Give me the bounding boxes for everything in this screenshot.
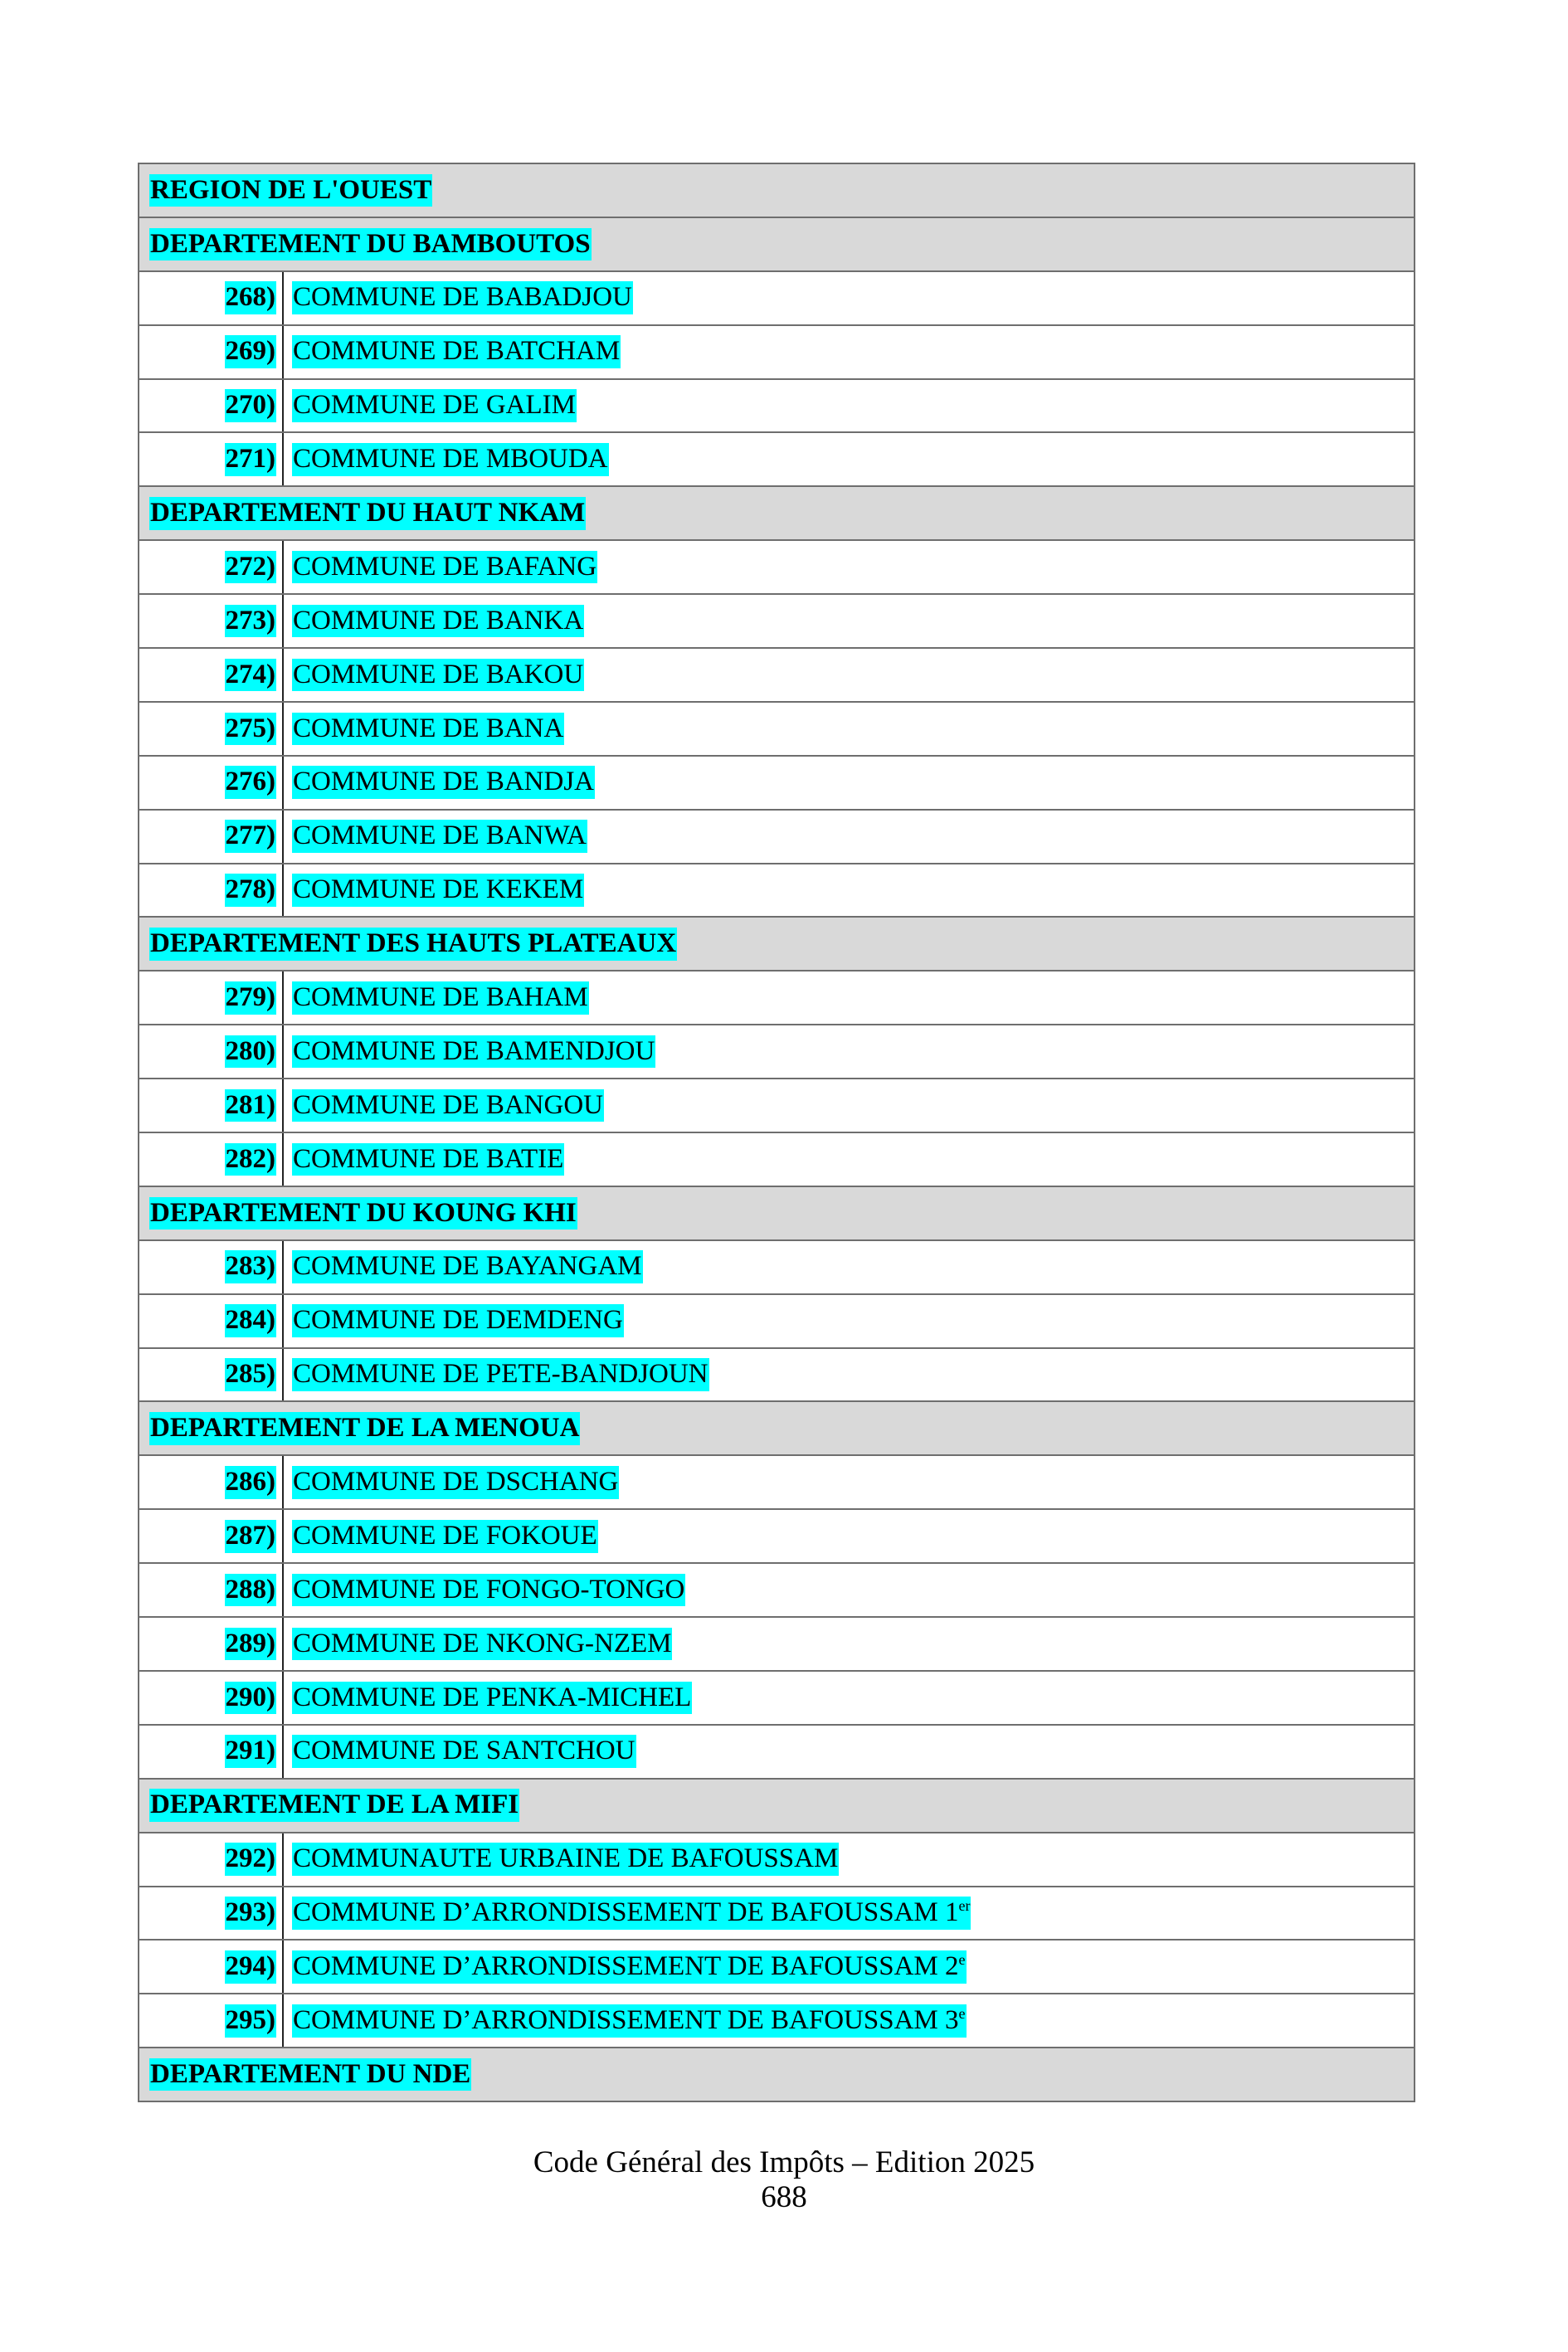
commune-number: 282) [225,1143,277,1176]
commune-name: COMMUNE D’ARRONDISSEMENT DE BAFOUSSAM 2 [293,1951,959,1982]
commune-name-wrap [292,981,589,1015]
commune-row [139,272,1414,326]
commune-row [139,703,1414,757]
commune-name-cell [284,874,584,907]
commune-name: COMMUNE DE BAKOU [293,659,584,689]
commune-name-cell [284,820,587,853]
commune-name-cell [284,713,564,746]
commune-number: 286) [225,1466,277,1499]
commune-number-cell [139,1618,284,1670]
commune-number-cell [139,864,284,917]
commune-name-wrap [292,820,587,853]
commune-number-cell [139,1510,284,1562]
commune-name: COMMUNE DE PETE-BANDJOUN [293,1359,709,1390]
commune-name: COMMUNE D’ARRONDISSEMENT DE BAFOUSSAM 3 [293,2004,959,2035]
commune-name: COMMUNE DE PENKA-MICHEL [293,1682,692,1712]
commune-name-wrap [292,1089,604,1122]
commune-number: 271) [225,443,277,476]
commune-name-wrap [292,766,595,799]
commune-name-cell [284,981,589,1015]
commune-name: COMMUNE DE BATCHAM [293,336,621,367]
commune-name-cell [284,605,584,638]
commune-name-cell [284,1574,685,1607]
commune-number-cell [139,757,284,809]
commune-row [139,1887,1414,1941]
commune-row [139,1726,1414,1780]
department-header-row [139,1780,1414,1833]
commune-number-cell [139,326,284,378]
commune-number: 288) [225,1574,277,1607]
commune-name-wrap [292,1250,643,1283]
commune-row [139,541,1414,595]
commune-name-cell [284,1520,598,1553]
commune-number: 293) [225,1897,277,1930]
commune-name-cell [284,1304,624,1337]
commune-row [139,811,1414,864]
commune-name: COMMUNE DE DSCHANG [293,1467,619,1497]
commune-number: 289) [225,1628,277,1661]
commune-number: 275) [225,713,277,746]
commune-name-cell [284,281,633,314]
commune-number-cell [139,1025,284,1078]
commune-row [139,1994,1414,2048]
commune-row [139,1672,1414,1726]
commune-number: 272) [225,551,277,584]
commune-row [139,595,1414,649]
commune-number-cell [139,1456,284,1508]
commune-number: 269) [225,335,277,368]
commune-name-wrap [292,1897,971,1930]
commune-number: 281) [225,1089,277,1122]
footer-title: Code Général des Impôts – Edition 2025 [533,2145,1035,2179]
commune-number: 285) [225,1358,277,1391]
commune-name-cell [284,1250,643,1283]
commune-name: COMMUNE DE BABADJOU [293,282,632,313]
commune-row [139,1833,1414,1887]
commune-name-wrap [292,1843,839,1876]
commune-name: COMMUNE DE BAMENDJOU [293,1035,655,1066]
page-number: 688 [761,2180,807,2214]
commune-name-cell [284,766,595,799]
commune-name: COMMUNE DE BANGOU [293,1089,604,1120]
commune-number: 278) [225,874,277,907]
commune-row [139,1510,1414,1564]
department-header-row [139,918,1414,971]
commune-row [139,326,1414,380]
ordinal-suffix: er [958,1897,971,1915]
department-label: DEPARTEMENT DU NDE [149,2058,471,2091]
commune-name-wrap [292,659,584,692]
commune-name-cell [284,389,577,422]
department-label: REGION DE L'OUEST [149,174,432,207]
commune-number: 274) [225,659,277,692]
commune-number-cell [139,1726,284,1778]
commune-number-cell [139,1994,284,2047]
commune-name-wrap [292,1735,636,1768]
commune-number-cell [139,811,284,863]
commune-name: COMMUNE D’ARRONDISSEMENT DE BAFOUSSAM 1 [293,1897,959,1928]
commune-name: COMMUNE DE BATIE [293,1143,564,1174]
commune-number: 291) [225,1735,277,1768]
commune-row [139,1564,1414,1618]
commune-name: COMMUNE DE FONGO-TONGO [293,1574,685,1605]
department-label: DEPARTEMENT DU HAUT NKAM [149,497,586,530]
commune-number-cell [139,703,284,755]
commune-name-wrap [292,1682,692,1715]
commune-name-cell [284,1358,709,1391]
commune-row [139,1456,1414,1510]
commune-number: 273) [225,605,277,638]
commune-name-cell [284,443,609,476]
commune-name: COMMUNE DE DEMDENG [293,1305,623,1336]
commune-name: COMMUNAUTE URBAINE DE BAFOUSSAM [293,1843,839,1874]
commune-name-wrap [292,605,584,638]
commune-number: 270) [225,389,277,422]
commune-name-wrap [292,335,621,368]
commune-number: 294) [225,1950,277,1984]
commune-name-wrap [292,1035,655,1069]
commune-name-wrap [292,1628,672,1661]
commune-name-wrap [292,389,577,422]
department-label: DEPARTEMENT DE LA MENOUA [149,1412,580,1445]
commune-name-cell [284,551,597,584]
commune-name: COMMUNE DE GALIM [293,390,576,421]
commune-row [139,1133,1414,1187]
commune-number-cell [139,595,284,647]
commune-number-cell [139,380,284,432]
communes-table [138,163,1415,2102]
commune-number-cell [139,1349,284,1401]
commune-name-cell [284,1897,971,1930]
commune-number-cell [139,433,284,485]
department-header-row [139,218,1414,272]
department-label: DEPARTEMENT DU BAMBOUTOS [149,228,592,261]
commune-number-cell [139,272,284,324]
ordinal-suffix: e [958,2004,966,2022]
commune-name-cell [284,1089,604,1122]
department-header-row [139,2048,1414,2102]
commune-name-cell [284,1466,619,1499]
commune-row [139,380,1414,434]
commune-name: COMMUNE DE BANA [293,713,564,743]
commune-name-cell [284,1735,636,1768]
commune-name-cell [284,1682,692,1715]
commune-number: 292) [225,1843,277,1876]
department-header-row [139,1187,1414,1241]
commune-row [139,1295,1414,1349]
department-label: DEPARTEMENT DE LA MIFI [149,1789,519,1822]
commune-number: 268) [225,281,277,314]
commune-name: COMMUNE DE BANWA [293,821,587,851]
commune-name-wrap [292,1358,709,1391]
commune-row [139,433,1414,487]
commune-name-cell [284,2004,967,2038]
commune-name-cell [284,1950,967,1984]
commune-number-cell [139,971,284,1024]
commune-name-wrap [292,1574,685,1607]
commune-number-cell [139,1833,284,1886]
commune-row [139,1025,1414,1079]
commune-number-cell [139,1241,284,1293]
commune-row [139,1241,1414,1295]
commune-name-wrap [292,1304,624,1337]
commune-name-wrap [292,2004,967,2038]
commune-name-wrap [292,1950,967,1984]
commune-number: 280) [225,1035,277,1069]
commune-name: COMMUNE DE NKONG-NZEM [293,1628,672,1658]
department-label: DEPARTEMENT DES HAUTS PLATEAUX [149,928,677,961]
commune-number: 276) [225,766,277,799]
department-header-row [139,1402,1414,1456]
commune-number-cell [139,1672,284,1724]
commune-name-cell [284,1843,839,1876]
commune-name: COMMUNE DE SANTCHOU [293,1736,635,1766]
commune-name: COMMUNE DE KEKEM [293,874,584,905]
commune-number-cell [139,649,284,701]
commune-row [139,757,1414,811]
commune-number-cell [139,1887,284,1940]
commune-name-wrap [292,281,633,314]
commune-name-wrap [292,713,564,746]
commune-name-cell [284,1035,655,1069]
commune-number-cell [139,1564,284,1616]
commune-name-cell [284,1628,672,1661]
commune-number: 277) [225,820,277,853]
commune-name-wrap [292,1143,564,1176]
commune-name-wrap [292,443,609,476]
commune-number: 295) [225,2004,277,2038]
commune-name-wrap [292,1520,598,1553]
commune-name-wrap [292,874,584,907]
commune-number-cell [139,1941,284,1993]
commune-row [139,1941,1414,1994]
commune-row [139,971,1414,1025]
commune-name: COMMUNE DE BANDJA [293,767,595,797]
commune-row [139,1618,1414,1672]
commune-number: 284) [225,1304,277,1337]
commune-name-wrap [292,551,597,584]
commune-number-cell [139,1079,284,1132]
commune-name-wrap [292,1466,619,1499]
commune-name: COMMUNE DE BAHAM [293,982,588,1012]
commune-number-cell [139,541,284,593]
department-header-row [139,487,1414,541]
commune-row [139,864,1414,918]
commune-name: COMMUNE DE BAFANG [293,551,597,582]
department-header-row [139,164,1414,218]
commune-name: COMMUNE DE MBOUDA [293,444,608,475]
commune-name: COMMUNE DE BANKA [293,605,584,635]
commune-number: 283) [225,1250,277,1283]
commune-number-cell [139,1133,284,1186]
page-footer [0,2145,1568,2215]
commune-number: 287) [225,1520,277,1553]
commune-name-cell [284,335,621,368]
commune-name-cell [284,1143,564,1176]
commune-number: 290) [225,1682,277,1715]
commune-number: 279) [225,981,277,1015]
commune-row [139,649,1414,703]
department-label: DEPARTEMENT DU KOUNG KHI [149,1197,577,1230]
commune-number-cell [139,1295,284,1347]
ordinal-suffix: e [958,1951,966,1969]
commune-name: COMMUNE DE FOKOUE [293,1520,597,1551]
commune-row [139,1349,1414,1403]
commune-name: COMMUNE DE BAYANGAM [293,1251,642,1282]
commune-row [139,1079,1414,1133]
commune-name-cell [284,659,584,692]
